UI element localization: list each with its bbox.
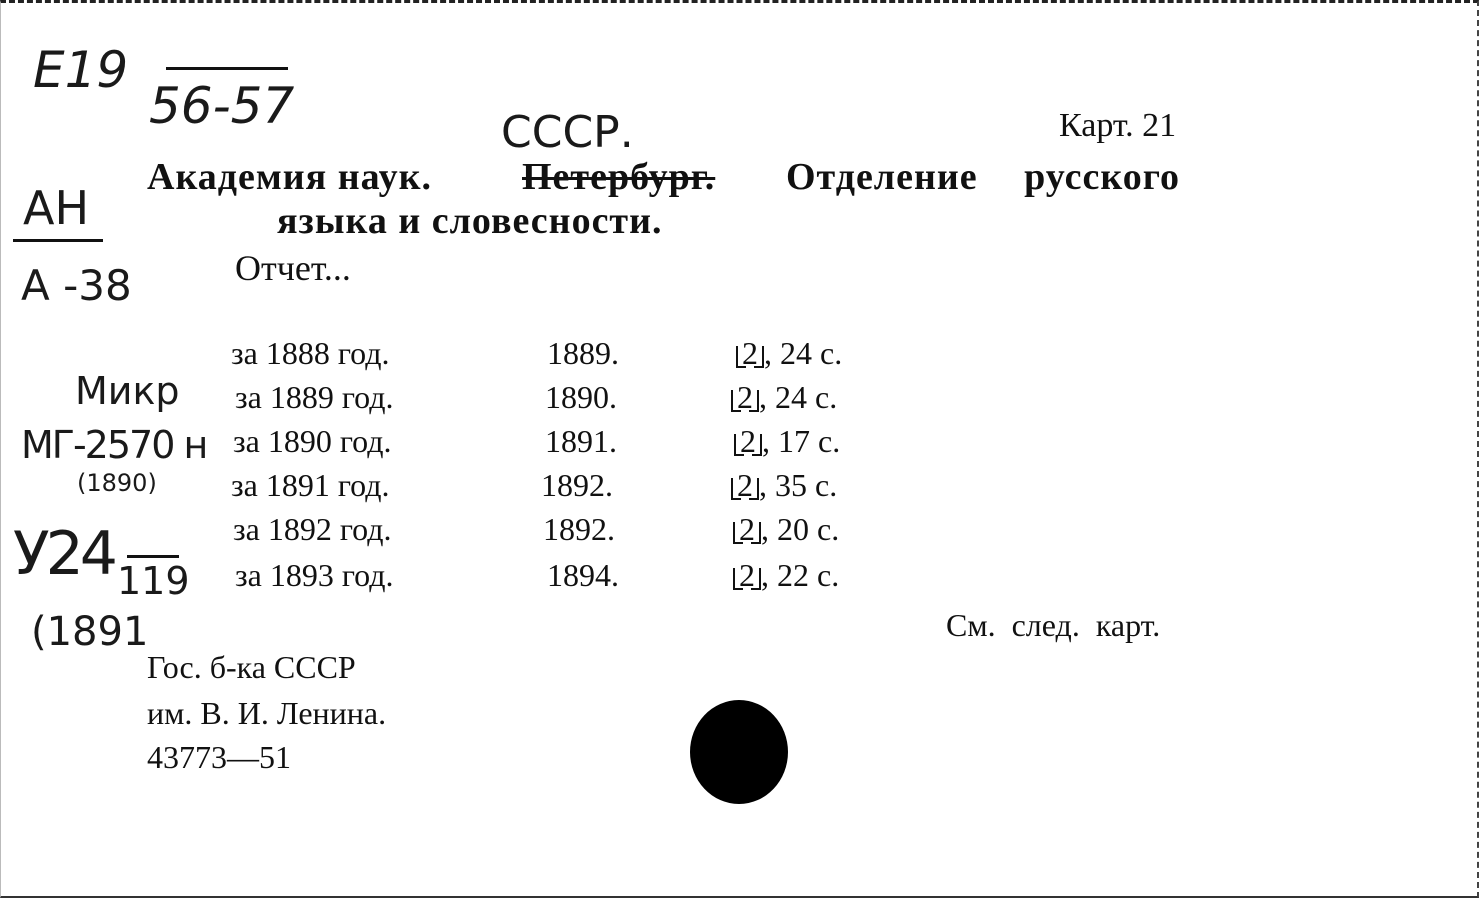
entry-pages: , 17 с. bbox=[762, 423, 841, 459]
entry-year: 1892. bbox=[541, 467, 613, 503]
handwritten-mg-code: МГ-2570 н bbox=[21, 423, 207, 467]
handwritten-u24-sub: 119 bbox=[117, 559, 190, 603]
bracketed-count: 2 bbox=[733, 557, 761, 594]
bracketed-count: 2 bbox=[736, 335, 764, 372]
subtitle: Отчет... bbox=[235, 248, 351, 288]
handwritten-u24-overline bbox=[127, 555, 179, 558]
heading-line1-a: Академия наук. bbox=[147, 156, 433, 198]
entry-extent bbox=[736, 335, 842, 372]
card-number: Карт. 21 bbox=[1059, 107, 1177, 144]
library-line2: им. В. И. Ленина. bbox=[147, 695, 387, 731]
library-line1: Гос. б-ка СССР bbox=[147, 649, 356, 685]
entry-period: за 1888 год. bbox=[231, 335, 390, 371]
library-line3: 43773—51 bbox=[147, 739, 291, 775]
entry-period: за 1889 год. bbox=[235, 379, 394, 415]
shelfmark-a38: А -38 bbox=[21, 261, 132, 310]
shelfmark-overline bbox=[166, 67, 288, 70]
heading-line1-b: Отделение русского bbox=[786, 156, 1181, 198]
entry-period: за 1891 год. bbox=[231, 467, 390, 503]
entry-extent bbox=[734, 423, 840, 460]
bracketed-count: 2 bbox=[733, 511, 761, 548]
entry-extent bbox=[731, 467, 837, 504]
entry-pages: , 24 с. bbox=[764, 335, 843, 371]
entry-year: 1892. bbox=[543, 511, 615, 547]
entry-pages: , 20 с. bbox=[761, 511, 840, 547]
shelfmark-an-rule bbox=[13, 239, 103, 242]
entry-pages: , 24 с. bbox=[759, 379, 838, 415]
handwritten-mikr: Микр bbox=[75, 369, 180, 413]
heading-line2: языка и словесности. bbox=[277, 200, 663, 242]
entry-extent bbox=[733, 511, 839, 548]
entry-year: 1891. bbox=[545, 423, 617, 459]
entry-extent bbox=[731, 379, 837, 416]
handwritten-year-1891: (1891 bbox=[31, 609, 149, 655]
entry-period: за 1890 год. bbox=[233, 423, 392, 459]
heading-struck-word: Петербург. bbox=[522, 156, 716, 198]
entry-year: 1890. bbox=[545, 379, 617, 415]
entry-year: 1894. bbox=[547, 557, 619, 593]
bracketed-count: 2 bbox=[731, 467, 759, 504]
punch-hole bbox=[690, 700, 788, 804]
see-next-card: См. след. карт. bbox=[946, 607, 1161, 643]
shelfmark-e19: E19 bbox=[33, 41, 129, 99]
bracketed-count: 2 bbox=[731, 379, 759, 416]
entry-pages: , 22 с. bbox=[761, 557, 840, 593]
handwritten-u24: У24 bbox=[13, 519, 114, 589]
entry-period: за 1893 год. bbox=[235, 557, 394, 593]
shelfmark-56-57: 56-57 bbox=[149, 77, 295, 135]
entry-extent bbox=[733, 557, 839, 594]
entry-period: за 1892 год. bbox=[233, 511, 392, 547]
bracketed-count: 2 bbox=[734, 423, 762, 460]
shelfmark-an: АН bbox=[23, 181, 90, 235]
entry-year: 1889. bbox=[547, 335, 619, 371]
handwritten-mg-sub: (1890) bbox=[77, 469, 157, 497]
entry-pages: , 35 с. bbox=[759, 467, 838, 503]
handwritten-ussr: СССР. bbox=[501, 107, 634, 158]
